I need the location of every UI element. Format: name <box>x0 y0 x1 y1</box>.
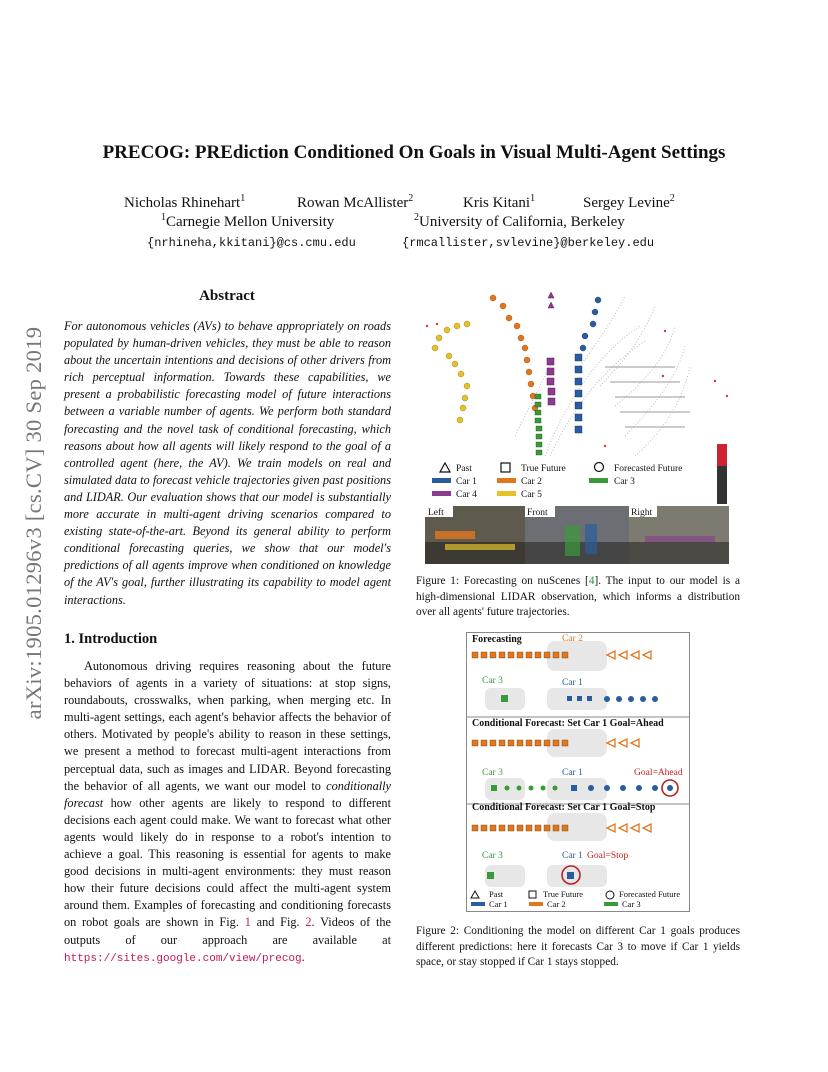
author-2: Rowan McAllister$^2$ <box>297 193 414 211</box>
past-icon <box>440 463 450 472</box>
car1-swatch <box>432 478 451 483</box>
author-3: Kris Kitani$^1$ <box>463 193 536 211</box>
legend-true-future: True Future <box>521 464 566 474</box>
legend-car4: Car 4 <box>456 490 477 500</box>
citation-link[interactable]: 4 <box>588 575 595 587</box>
author-1: Nicholas Rhinehart$^1$ <box>124 193 246 211</box>
fig1-ref-link[interactable]: 1 <box>244 915 251 930</box>
figure-1-lidar-scene <box>425 286 740 569</box>
project-url-link[interactable]: https://sites.google.com/view/precog <box>64 952 302 965</box>
legend-car1: Car 1 <box>489 899 508 909</box>
panel-goal-stop <box>472 813 651 887</box>
legend-car5: Car 5 <box>521 490 542 500</box>
figure-1-legend <box>432 463 682 501</box>
car3-trajectory <box>535 394 542 455</box>
car5-trajectory <box>432 321 470 423</box>
forecasted-future-icon <box>595 463 604 472</box>
legend-past: Past <box>489 889 504 899</box>
figure-1-caption: Figure 1: Forecasting on nuScenes [4]. The input to our model is a high-dimensional LIDAR observation, which informs a distribution over all agents' future trajectories. <box>416 575 740 618</box>
car3-swatch <box>589 478 608 483</box>
emphasis: conditionally forecast <box>64 778 392 810</box>
email-berkeley: {rmcallister,svlevine}@berkeley.edu <box>402 236 655 250</box>
intro-paragraph: Autonomous driving requires reasoning about the future behaviors of agents in a variety of situations: at stop signs, roundabouts, crosswalks, when parking, when merging etc. In multi-agent settings, each agent's behavior affects the behavior of others. Motivated by people's ability to reason in these settings, we present a method to forecast multi-agent interactions from perceptual data, such as images and LIDAR. Beyond forecasting the behavior of all agents, we want our model to conditionally forecast how other agents are likely to respond to different decisions each agent could make. We want to forecast what other agents would likely do in response to a robot's intention to achieve a goal. This reasoning is essential for agents to make good decisions in multi-agent environments: they must reason how their future decisions could affect the multi-agent system around them. Examples of forecasting and conditioning forecasts on robot goals are shown in Fig. 1 and Fig. 2. Videos of the outputs of our approach are available at https://sites.google.com/view/precog. <box>64 659 392 965</box>
panel-title-goal-stop: Conditional Forecast: Set Car 1 Goal=Stop <box>472 802 656 813</box>
car4-swatch <box>432 491 451 496</box>
legend-past: Past <box>456 464 472 474</box>
author-4: Sergey Levine$^2$ <box>583 193 675 211</box>
paper-title: PRECOG: PREdiction Conditioned On Goals in Visual Multi-Agent Settings <box>102 142 726 163</box>
true-future-icon <box>501 463 510 472</box>
panel-forecasting <box>467 633 689 717</box>
legend-car2: Car 2 <box>521 477 542 487</box>
car4-trajectory <box>547 292 555 405</box>
car2-trajectory <box>490 295 538 411</box>
lidar-colorbar <box>717 444 727 504</box>
camera-label-front: Front <box>527 508 548 518</box>
label-car2: Car 2 <box>562 634 583 644</box>
car2-swatch <box>497 478 516 483</box>
car5-swatch <box>497 491 516 496</box>
panel-goal-ahead <box>472 729 678 800</box>
legend-forecasted-future: Forecasted Future <box>614 464 683 474</box>
legend-forecasted-future: Forecasted Future <box>619 889 681 899</box>
fig2-ref-link[interactable]: 2 <box>305 915 312 930</box>
figure-2-caption: Figure 2: Conditioning the model on different Car 1 goals produces different predictions: here it forecasts Car 3 to move if Car 1 yields space, or stay stopped if Car 1 stays stopped. <box>416 925 740 968</box>
past-icon <box>471 891 479 898</box>
camera-strip <box>425 506 729 564</box>
label-car1: Car 1 <box>562 851 583 861</box>
label-car1: Car 1 <box>562 678 583 688</box>
label-goal-ahead: Goal=Ahead <box>634 768 683 778</box>
email-cmu: {nrhineha,kkitani}@cs.cmu.edu <box>147 236 356 250</box>
label-car3: Car 3 <box>482 676 503 686</box>
label-car3: Car 3 <box>482 851 503 861</box>
camera-label-right: Right <box>631 508 653 518</box>
legend-car2: Car 2 <box>547 899 566 909</box>
figure-2 <box>466 632 690 912</box>
affiliation-2: $^2$University of California, Berkeley <box>414 212 625 230</box>
legend-true-future: True Future <box>543 889 584 899</box>
forecasted-future-icon <box>606 891 614 899</box>
section-heading-introduction: 1. Introduction <box>64 631 158 647</box>
label-car1: Car 1 <box>562 768 583 778</box>
arxiv-stamp-text: arXiv:1905.01296v3 [cs.CV] 30 Sep 2019 <box>21 326 46 720</box>
affiliation-1: $^1$Carnegie Mellon University <box>161 212 335 230</box>
legend-car3: Car 3 <box>622 899 641 909</box>
abstract-heading: Abstract <box>199 288 255 304</box>
panel-title-forecasting: Forecasting <box>472 634 522 645</box>
lidar-dense-region <box>605 366 690 428</box>
label-goal-stop: Goal=Stop <box>587 851 629 861</box>
camera-label-left: Left <box>428 508 444 518</box>
label-car3: Car 3 <box>482 768 503 778</box>
abstract-text: For autonomous vehicles (AVs) to behave appropriately on roads populated by human-driven vehicles, they must be able to reason about the uncertain intentions and decisions of other drivers from rich perceptual information. Towards these capabilities, we present a probabilistic forecasting model of future interactions between a variable number of agents. We perform both standard forecasting and the novel task of conditional forecasting, which reasons about how all agents will likely respond to the goal of a controlled agent (here, the AV). We train models on real and simulated data to forecast vehicle trajectories given past positions and LIDAR. Our evaluation shows that our model is substantially more accurate in multi-agent driving scenarios compared to existing state-of-the-art. Beyond its general ability to perform conditional forecasting queries, we show that our model's predictions of all agents improve when conditioned on knowledge of the AV's goal, further illustrating its capability to model agent interactions. <box>64 319 391 607</box>
arxiv-stamp <box>10 288 58 758</box>
figure-1 <box>425 286 740 569</box>
true-future-icon <box>529 891 536 898</box>
legend-car3: Car 3 <box>614 477 635 487</box>
legend-car1: Car 1 <box>456 477 477 487</box>
panel-title-goal-ahead: Conditional Forecast: Set Car 1 Goal=Ahead <box>472 718 664 729</box>
